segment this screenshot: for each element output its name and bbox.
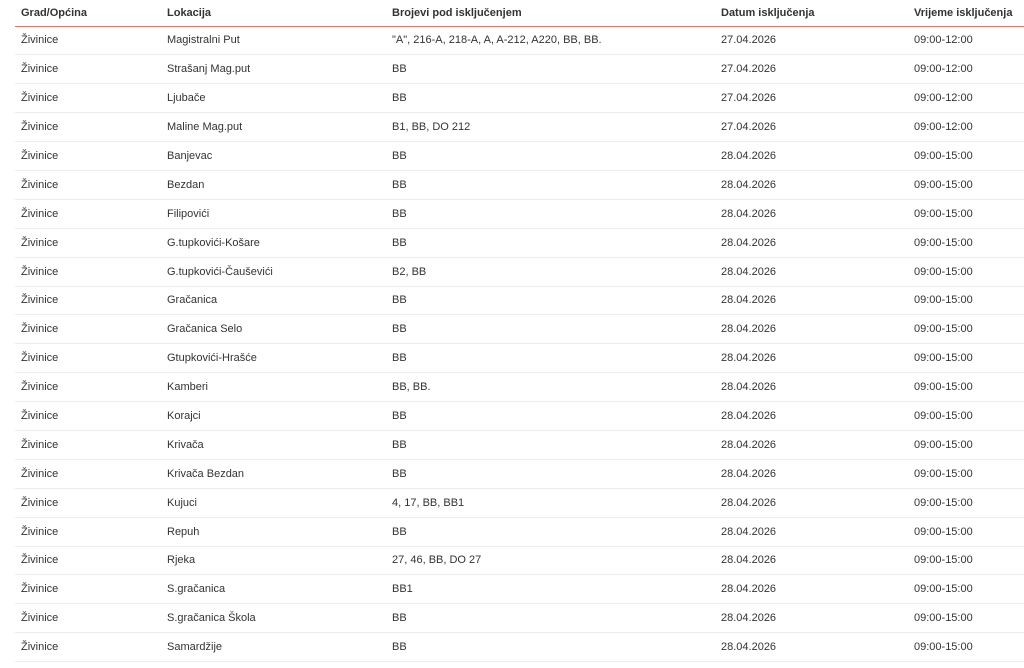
cell-time: 09:00-15:00: [914, 236, 973, 249]
cell-time: 09:00-12:00: [914, 121, 973, 134]
outages-table: [15, 0, 1024, 662]
cell-numbers: BB: [392, 207, 407, 220]
cell-city: Živinice: [21, 294, 59, 307]
cell-city: Živinice: [21, 178, 59, 191]
cell-city: Živinice: [21, 352, 59, 365]
cell-date: 28.04.2026: [721, 265, 777, 278]
cell-numbers: BB1: [392, 583, 413, 596]
cell-time: 09:00-15:00: [914, 525, 973, 538]
table-row: [15, 84, 1024, 113]
cell-numbers: B2, BB: [392, 265, 427, 278]
cell-date: 28.04.2026: [721, 525, 777, 538]
cell-time: 09:00-15:00: [914, 438, 973, 451]
cell-date: 28.04.2026: [721, 236, 777, 249]
cell-time: 09:00-12:00: [914, 92, 973, 105]
cell-location: Kujuci: [167, 496, 197, 509]
cell-date: 27.04.2026: [721, 92, 777, 105]
table-row: [15, 575, 1024, 604]
table-row: [15, 113, 1024, 142]
cell-time: 09:00-15:00: [914, 150, 973, 162]
cell-numbers: 4, 17, BB, BB1: [392, 496, 465, 509]
cell-time: 09:00-15:00: [914, 612, 973, 625]
cell-date: 28.04.2026: [721, 294, 777, 307]
cell-city: Živinice: [21, 554, 59, 567]
cell-location: G.tupkovići-Čauševići: [167, 265, 273, 278]
column-header-numbers[interactable]: Brojevi pod isključenjem: [392, 6, 522, 19]
cell-location: Krivača Bezdan: [167, 467, 245, 480]
cell-numbers: BB: [392, 236, 407, 249]
cell-numbers: "A", 216-A, 218-A, A, A-212, A220, BB, BB.: [392, 34, 602, 47]
cell-location: Gračanica Selo: [167, 323, 243, 336]
cell-location: Gtupkovići-Hrašće: [167, 352, 257, 365]
table-row: [15, 488, 1024, 517]
cell-date: 27.04.2026: [721, 63, 777, 76]
cell-time: 09:00-15:00: [914, 496, 973, 509]
cell-time: 09:00-15:00: [914, 641, 973, 654]
cell-city: Živinice: [21, 323, 59, 336]
cell-numbers: BB: [392, 525, 407, 538]
cell-time: 09:00-15:00: [914, 583, 973, 596]
table-header: [15, 0, 1024, 26]
outages-table-container: [15, 0, 1024, 662]
cell-date: 28.04.2026: [721, 410, 777, 423]
cell-time: 09:00-12:00: [914, 63, 973, 76]
header-row: [15, 0, 1024, 26]
cell-date: 28.04.2026: [721, 554, 777, 567]
cell-numbers: BB: [392, 410, 407, 423]
cell-date: 28.04.2026: [721, 150, 777, 162]
cell-city: Živinice: [21, 496, 59, 509]
cell-location: Filipovići: [167, 207, 210, 220]
cell-time: 09:00-15:00: [914, 467, 973, 480]
cell-location: Korajci: [167, 410, 201, 423]
cell-numbers: BB: [392, 438, 407, 451]
table-row: [15, 604, 1024, 633]
cell-location: Magistralni Put: [167, 34, 240, 47]
cell-city: Živinice: [21, 236, 59, 249]
cell-date: 28.04.2026: [721, 641, 777, 654]
cell-location: S.gračanica Škola: [167, 612, 256, 625]
cell-date: 28.04.2026: [721, 583, 777, 596]
cell-date: 28.04.2026: [721, 438, 777, 451]
column-header-location[interactable]: Lokacija: [167, 6, 212, 19]
cell-numbers: BB: [392, 641, 407, 654]
cell-date: 28.04.2026: [721, 323, 777, 336]
cell-numbers: BB: [392, 178, 407, 191]
cell-city: Živinice: [21, 92, 59, 105]
cell-numbers: BB: [392, 352, 407, 365]
table-row: [15, 459, 1024, 488]
cell-date: 28.04.2026: [721, 496, 777, 509]
cell-location: Kamberi: [167, 381, 208, 394]
cell-time: 09:00-15:00: [914, 381, 973, 394]
cell-date: 28.04.2026: [721, 352, 777, 365]
table-row: [15, 373, 1024, 402]
cell-numbers: BB: [392, 294, 407, 307]
cell-date: 28.04.2026: [721, 612, 777, 625]
table-row: [15, 26, 1024, 55]
table-row: [15, 430, 1024, 459]
cell-time: 09:00-15:00: [914, 323, 973, 336]
cell-location: S.gračanica: [167, 583, 226, 596]
cell-city: Živinice: [21, 438, 59, 451]
cell-numbers: 27, 46, BB, DO 27: [392, 554, 482, 567]
cell-city: Živinice: [21, 410, 59, 423]
cell-time: 09:00-15:00: [914, 265, 973, 278]
table-row: [15, 315, 1024, 344]
cell-location: Samardžije: [167, 641, 223, 654]
cell-city: Živinice: [21, 265, 59, 278]
cell-numbers: BB: [392, 467, 407, 480]
cell-numbers: BB: [392, 150, 407, 162]
table-row: [15, 228, 1024, 257]
cell-city: Živinice: [21, 525, 59, 538]
cell-location: Repuh: [167, 525, 200, 538]
cell-city: Živinice: [21, 641, 59, 654]
cell-time: 09:00-15:00: [914, 410, 973, 423]
table-body: [15, 26, 1024, 662]
cell-date: 28.04.2026: [721, 467, 777, 480]
cell-location: Rjeka: [167, 554, 196, 567]
cell-numbers: BB: [392, 63, 407, 76]
cell-time: 09:00-15:00: [914, 294, 973, 307]
cell-numbers: BB: [392, 323, 407, 336]
cell-numbers: BB: [392, 92, 407, 105]
cell-location: Krivača: [167, 438, 204, 451]
table-row: [15, 517, 1024, 546]
cell-city: Živinice: [21, 150, 59, 162]
table-row: [15, 633, 1024, 662]
column-header-time[interactable]: Vrijeme isključenja: [914, 6, 1013, 19]
cell-date: 27.04.2026: [721, 34, 777, 47]
cell-location: Banjevac: [167, 150, 213, 162]
cell-location: Gračanica: [167, 294, 218, 307]
cell-city: Živinice: [21, 467, 59, 480]
cell-time: 09:00-15:00: [914, 207, 973, 220]
cell-numbers: BB, BB.: [392, 381, 431, 394]
cell-date: 28.04.2026: [721, 207, 777, 220]
cell-date: 27.04.2026: [721, 121, 777, 134]
cell-time: 09:00-15:00: [914, 554, 973, 567]
cell-numbers: B1, BB, DO 212: [392, 121, 471, 134]
table-row: [15, 286, 1024, 315]
cell-location: Maline Mag.put: [167, 121, 243, 134]
table-row: [15, 170, 1024, 199]
cell-date: 28.04.2026: [721, 381, 777, 394]
cell-city: Živinice: [21, 207, 59, 220]
cell-numbers: BB: [392, 612, 407, 625]
table-row: [15, 55, 1024, 84]
table-row: [15, 344, 1024, 373]
cell-city: Živinice: [21, 612, 59, 625]
cell-city: Živinice: [21, 63, 59, 76]
table-row: [15, 257, 1024, 286]
cell-city: Živinice: [21, 121, 59, 134]
cell-city: Živinice: [21, 34, 59, 47]
table-row: [15, 199, 1024, 228]
column-header-city[interactable]: Grad/Općina: [21, 6, 88, 19]
cell-location: Bezdan: [167, 178, 205, 191]
table-row: [15, 546, 1024, 575]
table-row: [15, 142, 1024, 171]
cell-time: 09:00-12:00: [914, 34, 973, 47]
cell-location: Ljubače: [167, 92, 206, 105]
cell-city: Živinice: [21, 381, 59, 394]
cell-location: Strašanj Mag.put: [167, 63, 251, 76]
cell-location: G.tupkovići-Košare: [167, 236, 260, 249]
cell-city: Živinice: [21, 583, 59, 596]
table-row: [15, 402, 1024, 431]
cell-date: 28.04.2026: [721, 178, 777, 191]
column-header-date[interactable]: Datum isključenja: [721, 6, 815, 19]
cell-time: 09:00-15:00: [914, 178, 973, 191]
cell-time: 09:00-15:00: [914, 352, 973, 365]
